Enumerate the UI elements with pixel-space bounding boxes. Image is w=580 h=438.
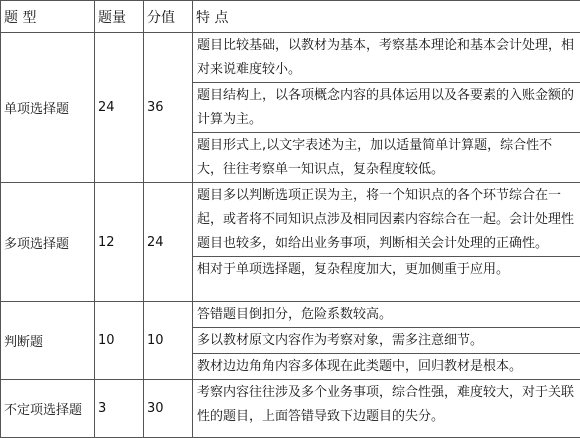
question-type-cell: 多项选择题 (1, 183, 95, 302)
question-type-cell: 判断题 (1, 302, 95, 380)
feature-item: 题目比较基础，以教材为基本，考察基本理论和基本会计处理，相对来说难度较小。 (193, 33, 580, 83)
table-row (1, 183, 580, 302)
feature-item: 相对于单项选择题，复杂程度加大，更加侧重于应用。 (193, 257, 580, 282)
question-type-cell: 单项选择题 (1, 33, 95, 183)
table-row (1, 380, 580, 438)
question-count-cell: 24 (95, 33, 144, 183)
score-cell: 10 (144, 302, 193, 380)
feature-item: 教材边边角角内容多体现在此类题中，回归教材是根本。 (193, 354, 580, 379)
feature-item: 题目结构上，以各项概念内容的具体运用以及各要素的入账金额的计算为主。 (193, 83, 580, 133)
feature-item: 题目多以判断选项正误为主，将一个知识点的各个环节综合在一起，或者将不同知识点涉及相同因素内容综合在一起。会计处理性题目也较多，如给出业务事项，判断相关会计处理的正确性。 (193, 183, 580, 257)
feature-item: 多以教材原文内容作为考察对象，需多注意细节。 (193, 328, 580, 354)
score-cell: 24 (144, 183, 193, 302)
score-cell: 36 (144, 33, 193, 183)
score-cell: 30 (144, 380, 193, 438)
feature-item: 题目形式上,以文字表述为主，加以适量简单计算题，综合性不大，往往考察单一知识点，复杂程度较低。 (193, 133, 580, 182)
question-count-cell: 12 (95, 183, 144, 302)
table-row (1, 33, 580, 183)
features-cell (193, 183, 580, 302)
table-header-row (1, 1, 580, 33)
table-row (1, 302, 580, 380)
features-cell (193, 380, 580, 438)
question-count-cell: 10 (95, 302, 144, 380)
header-question-type: 题 型 (1, 1, 95, 33)
header-features: 特 点 (193, 1, 580, 33)
question-type-cell: 不定项选择题 (1, 380, 95, 438)
features-cell (193, 302, 580, 380)
question-count-cell: 3 (95, 380, 144, 438)
header-score: 分值 (144, 1, 193, 33)
header-question-count: 题量 (95, 1, 144, 33)
feature-item: 答错题目倒扣分，危险系数较高。 (193, 302, 580, 328)
features-cell (193, 33, 580, 183)
feature-item: 考察内容往往涉及多个业务事项，综合性强，难度较大，对于关联性的题目，上面答错导致下边题目的失分。 (193, 380, 580, 429)
